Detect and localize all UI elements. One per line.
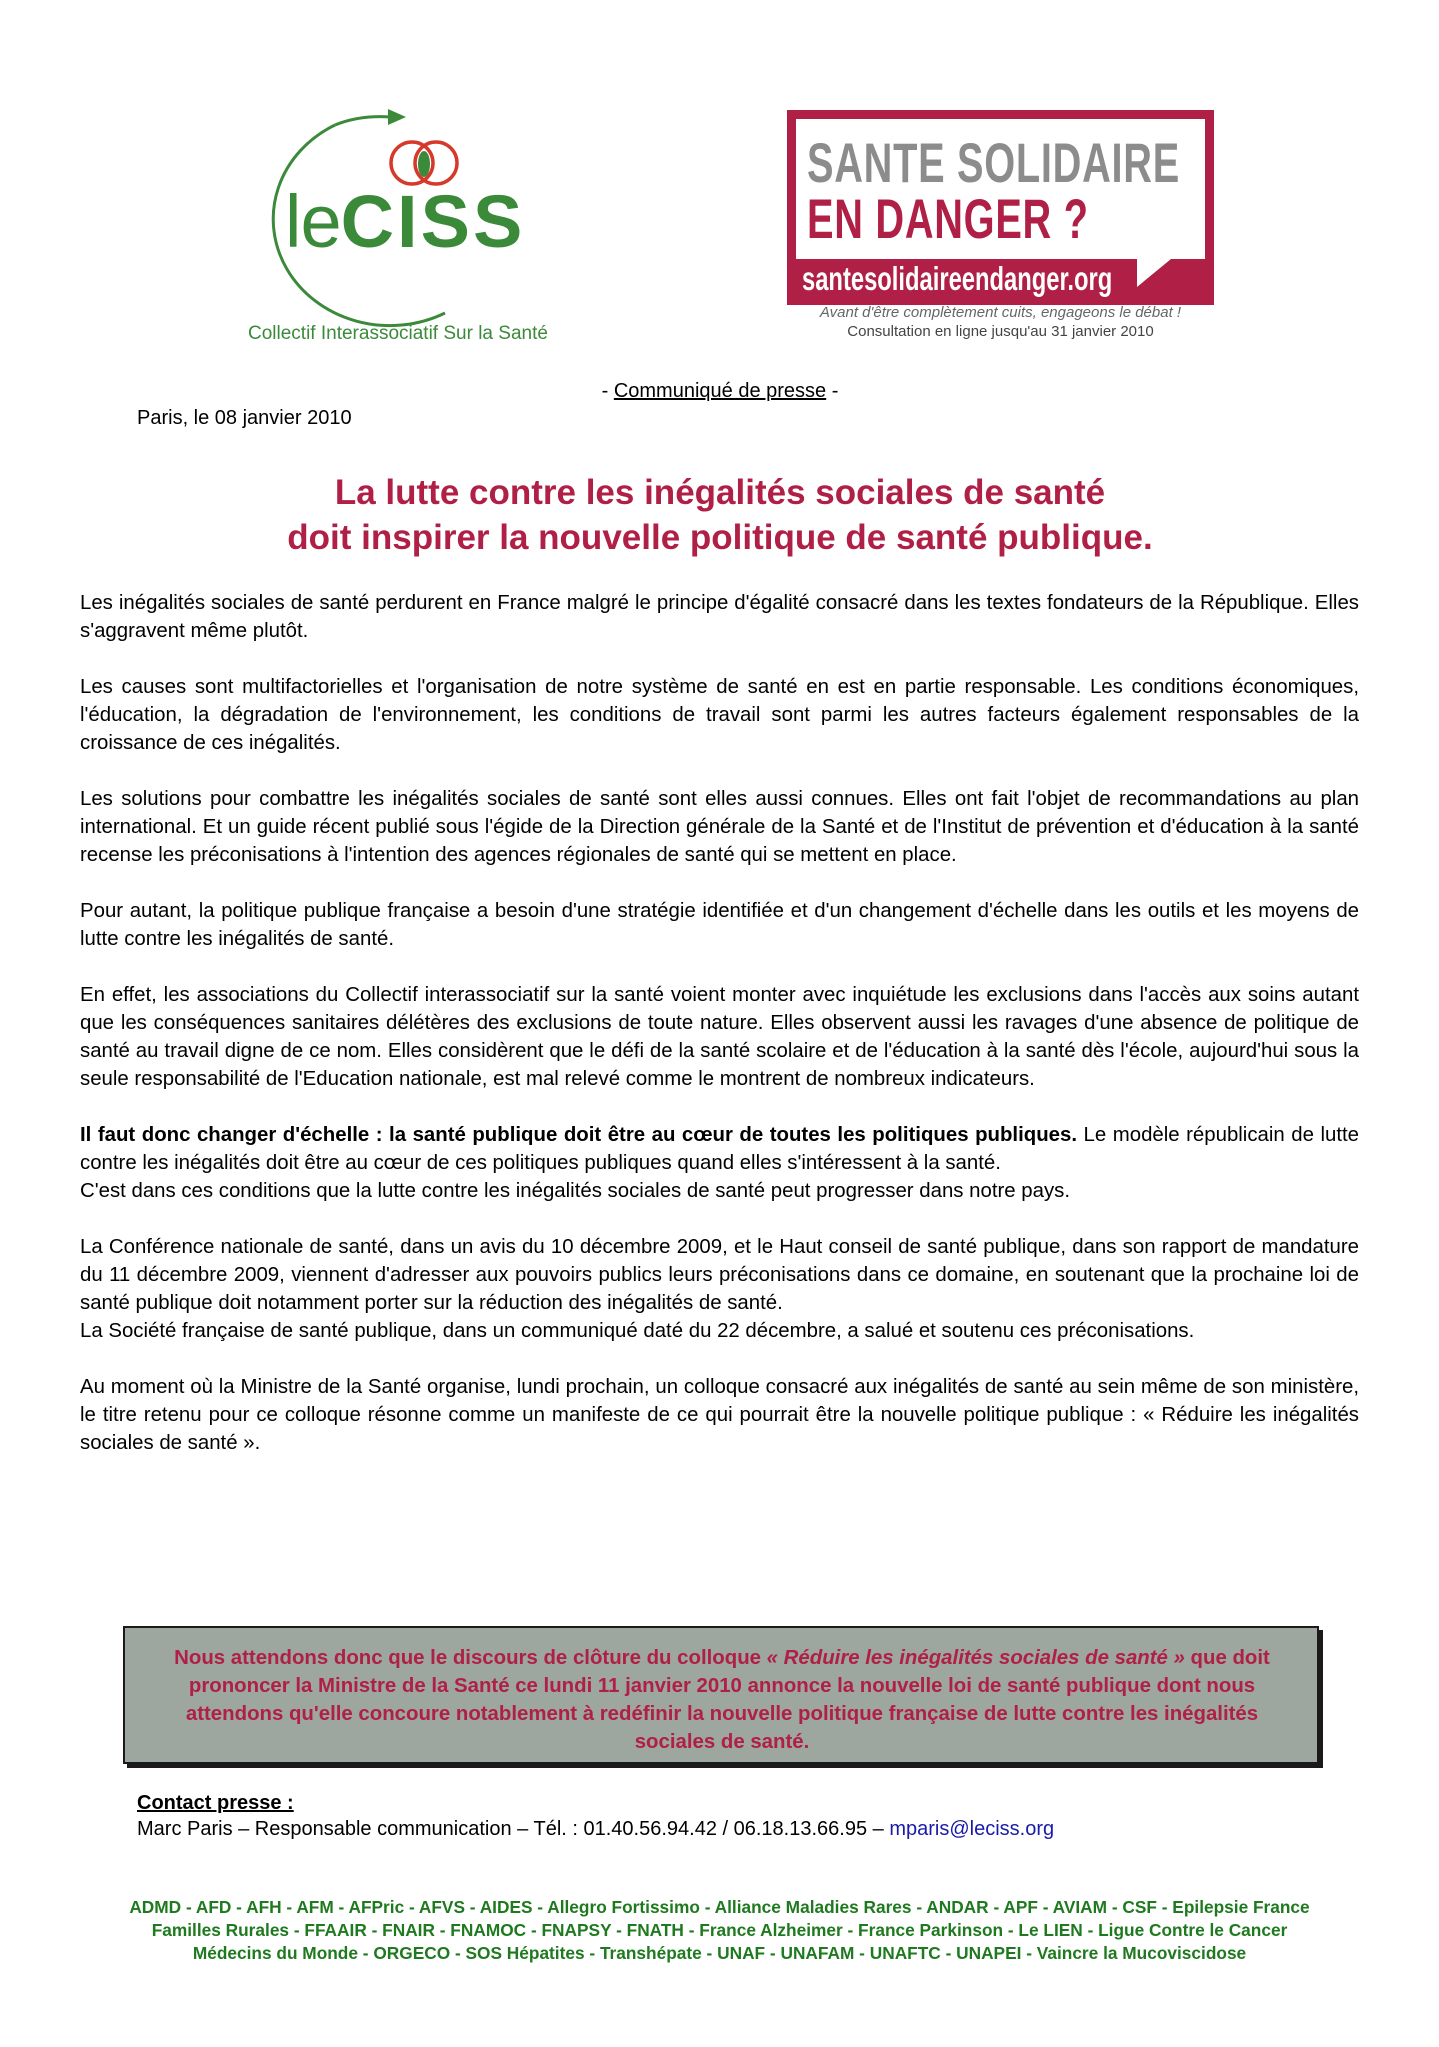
callout-colloque-title: « Réduire les inégalités sociales de santé » [766, 1647, 1185, 1669]
paragraph-2: Les causes sont multifactorielles et l'organisation de notre système de santé en est en partie responsable. Les conditions économiques, l'éducation, la dégradation de l'environnement, les conditions de travail sont parmi les autres facteurs également responsables de la croissance de ces inégalités. [80, 676, 1359, 754]
ssed-caption-slogan: Avant d'être complètement cuits, engageons le débat ! [819, 304, 1182, 321]
ssed-caption-consultation: Consultation en ligne jusqu'au 31 janvier 2010 [847, 323, 1154, 340]
communique-heading [560, 380, 880, 403]
members-line-1: ADMD - AFD - AFH - AFM - AFPric - AFVS - AIDES - Allegro Fortissimo - Alliance Maladies Rares - ANDAR - APF - AVIAM - CSF - Epilepsie France [129, 1897, 1310, 1917]
contact-details: Marc Paris – Responsable communication – Tél. : 01.40.56.94.42 / 06.18.13.66.95 – [137, 1818, 890, 1840]
leciss-wordmark [285, 180, 526, 263]
speech-bubble-tail-icon [1137, 259, 1171, 287]
ssed-logo-line2: EN DANGER ? [807, 187, 1089, 250]
paragraph-9: La Société française de santé publique, dans un communiqué daté du 22 décembre, a salué et soutenu ces préconisations. [80, 1320, 1195, 1342]
contact-title: Contact presse : [137, 1792, 294, 1814]
contact-line [137, 1818, 1054, 1841]
leciss-word-ciss: CISS [340, 180, 526, 263]
paragraph-5: En effet, les associations du Collectif interassociatif sur la santé voient monter avec inquiétude les exclusions dans l'accès aux soins autant que les conséquences sanitaires délétères des exclusions de toute nature. Elles observent aussi les ravages d'une absence de politique de santé au travail digne de ce nom. Elles considèrent que le défi de la santé scolaire et de l'éducation à la santé dès l'école, aujourd'hui sous la seule responsabilité de l'Education nationale, est mal relevé comme le montrent de nombreux indicateurs. [80, 984, 1359, 1090]
paragraph-1: Les inégalités sociales de santé perdurent en France malgré le principe d'égalité consacré dans les textes fondateurs de la République. Elles s'aggravent même plutôt. [80, 592, 1359, 642]
callout-box [123, 1626, 1319, 1764]
page-title [80, 470, 1360, 560]
paragraph-6 [80, 1121, 1359, 1177]
callout-part-2: que doit prononcer la Ministre de la Santé ce lundi 11 janvier 2010 annonce la nouvelle loi de santé publique dont nous attendons qu'elle concoure notablement à redéfinir la nouvelle politique française de lutte contre les inégalités sociales de santé. [185, 1647, 1270, 1753]
leciss-tagline: Collectif Interassociatif Sur la Santé [248, 323, 548, 344]
callout-part-1: Nous attendons donc que le discours de clôture du colloque [174, 1647, 767, 1669]
members-line-2: Familles Rurales - FFAAIR - FNAIR - FNAMOC - FNAPSY - FNATH - France Alzheimer - France Parkinson - Le LIEN - Ligue Contre le Cancer [151, 1920, 1288, 1940]
date-line: Paris, le 08 janvier 2010 [137, 407, 352, 429]
paragraph-4: Pour autant, la politique publique française a besoin d'une stratégie identifiée et d'un changement d'échelle dans les outils et les moyens de lutte contre les inégalités de santé. [80, 900, 1359, 950]
leciss-word-le: le [285, 180, 341, 263]
ssed-logo[interactable] [787, 110, 1214, 305]
ssed-speech-bubble [796, 119, 1205, 259]
communique-label: Communiqué de presse [613, 380, 827, 402]
body-text [80, 589, 1359, 1485]
members-line-3: Médecins du Monde - ORGECO - SOS Hépatites - Transhépate - UNAF - UNAFAM - UNAFTC - UNAPEI - Vaincre la Mucoviscidose [192, 1943, 1247, 1963]
paragraph-6-bold: Il faut donc changer d'échelle : la santé publique doit être au cœur de toutes les politiques publiques. [80, 1124, 1078, 1146]
leciss-logo [240, 105, 600, 355]
ssed-logo-line1: SANTE SOLIDAIRE [807, 131, 1180, 194]
paragraph-10: Au moment où la Ministre de la Santé organise, lundi prochain, un colloque consacré aux inégalités de santé au sein même de son ministère, le titre retenu pour ce colloque résonne comme un manifeste de ce qui pourrait être la nouvelle politique publique : « Réduire les inégalités sociales de santé ». [80, 1376, 1359, 1454]
title-line-1: La lutte contre les inégalités sociales de santé [334, 473, 1106, 512]
paragraph-7: C'est dans ces conditions que la lutte contre les inégalités sociales de santé peut progresser dans notre pays. [80, 1180, 1071, 1202]
ssed-logo-url[interactable]: santesolidaireendanger.org [802, 260, 1113, 297]
member-associations [40, 1896, 1399, 1965]
callout-text [151, 1644, 1293, 1756]
paragraph-8: La Conférence nationale de santé, dans un avis du 10 décembre 2009, et le Haut conseil de santé publique, dans son rapport de mandature du 11 décembre 2009, viennent d'adresser aux pouvoirs publics leurs préconisations dans ce domaine, en soutenant que la prochaine loi de santé publique doit notamment porter sur la réduction des inégalités de santé. [80, 1236, 1359, 1314]
paragraph-3: Les solutions pour combattre les inégalités sociales de santé sont elles aussi connues. Elles ont fait l'objet de recommandations au plan international. Et un guide récent publié sous l'égide de la Direction générale de la Santé et de l'Institut de prévention et d'éducation à la santé recense les préconisations à l'intention des agences régionales de santé qui se mettent en place. [80, 788, 1359, 866]
communique-prefix: - [601, 380, 614, 402]
communique-suffix: - [826, 380, 839, 402]
title-line-2: doit inspirer la nouvelle politique de santé publique. [287, 518, 1153, 557]
contact-email-link[interactable]: mparis@leciss.org [889, 1818, 1055, 1840]
paragraph-6-rest: Le modèle républicain de lutte contre les inégalités doit être au cœur de ces politiques publiques quand elles s'intéressent à la santé. [80, 1124, 1359, 1174]
